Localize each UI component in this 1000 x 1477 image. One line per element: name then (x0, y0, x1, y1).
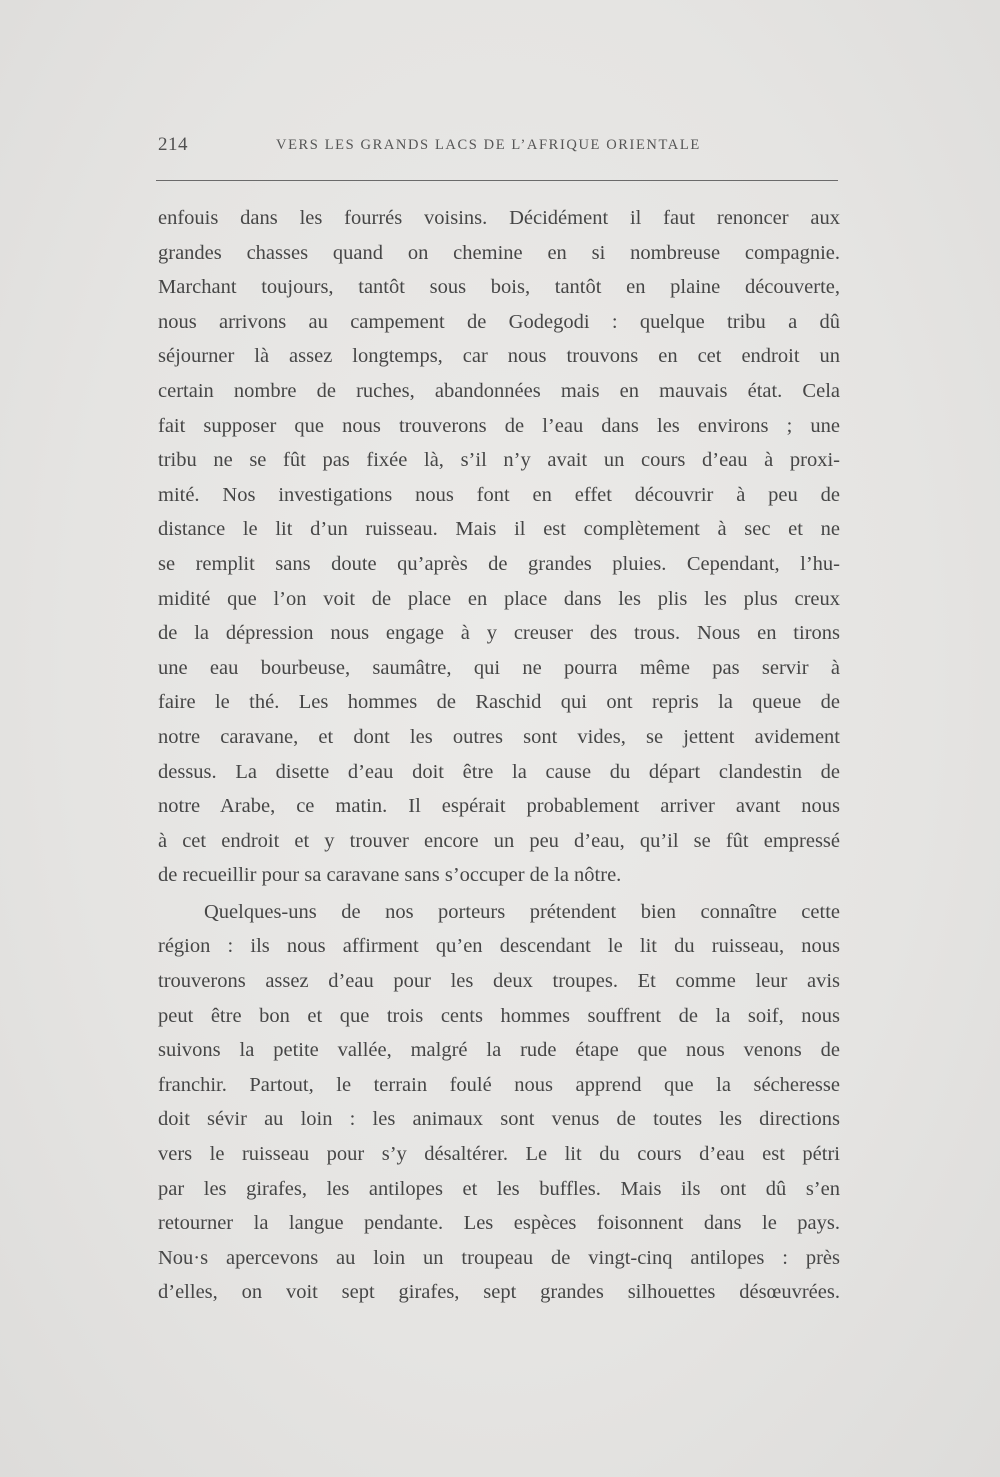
paragraph (158, 201, 840, 893)
running-title: VERS LES GRANDS LACS DE L’AFRIQUE ORIENTALE (276, 137, 701, 153)
text-line: mité. Nos investigations nous font en effet découvrir à peu de (158, 483, 840, 506)
text-line: nous arrivons au campement de Godegodi : quelque tribu a dû (158, 310, 840, 333)
text-line: d’elles, on voit sept girafes, sept grandes silhouettes désœuvrées. (158, 1281, 840, 1304)
text-line: trouverons assez d’eau pour les deux troupes. Et comme leur avis (158, 970, 840, 993)
text-line: suivons la petite vallée, malgré la rude étape que nous venons de (158, 1039, 840, 1062)
text-line: enfouis dans les fourrés voisins. Décidément il faut renoncer aux (158, 207, 840, 229)
text-line: une eau bourbeuse, saumâtre, qui ne pourra même pas servir à (158, 656, 840, 679)
text-line: région : ils nous affirment qu’en descendant le lit du ruisseau, nous (158, 935, 840, 958)
text-line: à cet endroit et y trouver encore un peu d’eau, qu’il se fût empressé (158, 829, 840, 852)
text-line: séjourner là assez longtemps, car nous trouvons en cet endroit un (158, 345, 840, 368)
text-line: de la dépression nous engage à y creuser des trous. Nous en tirons (158, 622, 840, 645)
text-line: notre Arabe, ce matin. Il espérait probablement arriver avant nous (158, 795, 840, 818)
text-line: doit sévir au loin : les animaux sont venus de toutes les directions (158, 1108, 840, 1131)
text-line: se remplit sans doute qu’après de grandes pluies. Cependant, l’hu- (158, 552, 840, 575)
text-line: fait supposer que nous trouverons de l’eau dans les environs ; une (158, 414, 840, 437)
text-line: franchir. Partout, le terrain foulé nous apprend que la sécheresse (158, 1073, 840, 1096)
text-line: retourner la langue pendante. Les espèces foisonnent dans le pays. (158, 1212, 840, 1235)
header-rule (156, 180, 838, 181)
text-line: Marchant toujours, tantôt sous bois, tantôt en plaine découverte, (158, 276, 840, 299)
page-number: 214 (158, 134, 188, 155)
text-line: distance le lit d’un ruisseau. Mais il est complètement à sec et ne (158, 518, 840, 541)
paragraph (158, 895, 840, 1310)
text-line: tribu ne se fût pas fixée là, s’il n’y avait un cours d’eau à proxi- (158, 449, 840, 472)
text-line: Nou·s apercevons au loin un troupeau de vingt-cinq antilopes : près (158, 1246, 840, 1269)
text-line: midité que l’on voit de place en place dans les plis les plus creux (158, 587, 840, 610)
text-line: faire le thé. Les hommes de Raschid qui ont repris la queue de (158, 691, 840, 714)
body-text (158, 201, 840, 1310)
text-line: Quelques-uns de nos porteurs prétendent bien connaître cette (204, 900, 840, 923)
text-line: par les girafes, les antilopes et les buffles. Mais ils ont dû s’en (158, 1177, 840, 1200)
text-line: certain nombre de ruches, abandonnées mais en mauvais état. Cela (158, 379, 840, 402)
text-line: peut être bon et que trois cents hommes souffrent de la soif, nous (158, 1004, 840, 1027)
text-line: vers le ruisseau pour s’y désaltérer. Le lit du cours d’eau est pétri (158, 1143, 840, 1166)
text-line: dessus. La disette d’eau doit être la cause du départ clandestin de (158, 760, 840, 783)
text-line: de recueillir pour sa caravane sans s’occuper de la nôtre. (158, 864, 622, 887)
running-head (158, 134, 838, 160)
text-line: notre caravane, et dont les outres sont vides, se jettent avidement (158, 725, 840, 748)
text-line: grandes chasses quand on chemine en si nombreuse compagnie. (158, 241, 840, 264)
